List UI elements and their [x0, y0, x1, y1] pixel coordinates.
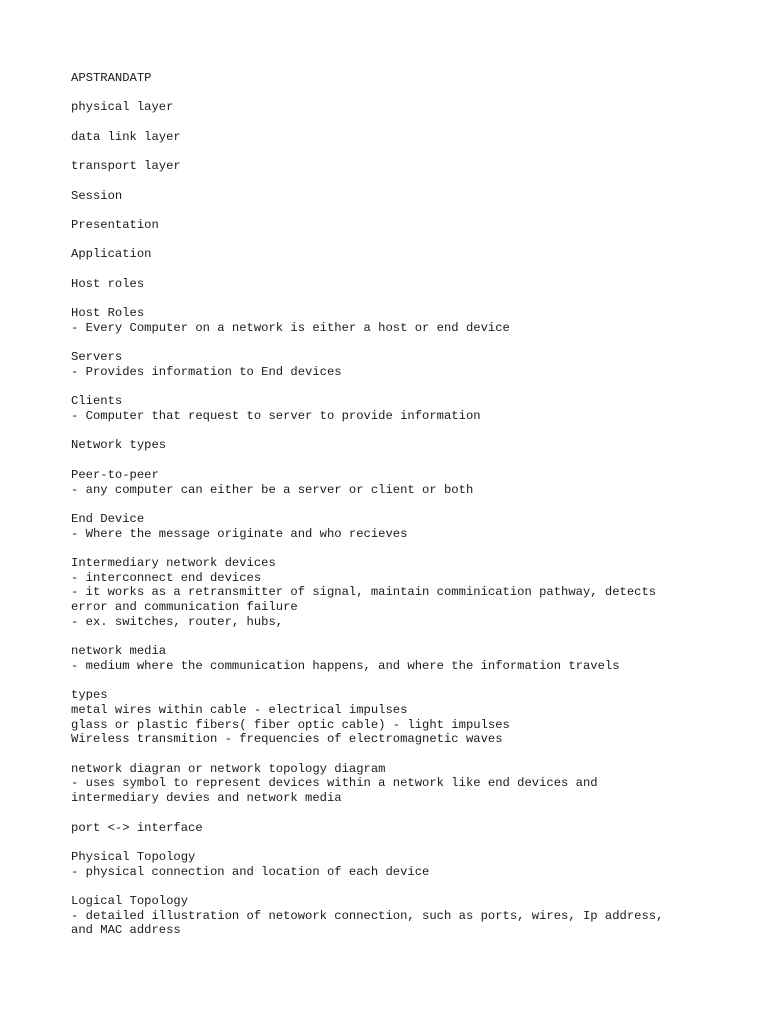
text-block-topology-diagram	[71, 762, 711, 806]
text-line: transport layer	[71, 159, 181, 174]
text-line: types	[71, 688, 108, 703]
text-block-clients	[71, 394, 711, 423]
text-block-data-link-layer	[71, 130, 711, 145]
text-line: - detailed illustration of netowork connection, such as ports, wires, Ip address,	[71, 908, 664, 923]
text-block-peer-to-peer	[71, 468, 711, 497]
text-line: - Computer that request to server to provide information	[71, 409, 481, 424]
text-block-physical-layer	[71, 100, 711, 115]
text-block-session	[71, 189, 711, 204]
text-line: Application	[71, 247, 152, 262]
text-line: Physical Topology	[71, 849, 196, 864]
text-block-network-media	[71, 644, 711, 673]
text-block-intermediary-devices	[71, 556, 711, 630]
text-block-host-roles-definition	[71, 306, 711, 335]
doc-title: APSTRANDATP	[71, 71, 152, 85]
text-block-network-types	[71, 438, 711, 453]
text-block-presentation	[71, 218, 711, 233]
text-line: network diagran or network topology diagram	[71, 761, 386, 776]
text-line: intermediary devies and network media	[71, 791, 342, 806]
text-line: Network types	[71, 438, 167, 453]
text-line: network media	[71, 644, 167, 659]
text-block-end-device	[71, 512, 711, 541]
text-line: Peer-to-peer	[71, 467, 159, 482]
text-line: - Provides information to End devices	[71, 364, 342, 379]
text-line: metal wires within cable - electrical impulses	[71, 702, 408, 717]
text-block-port-interface	[71, 821, 711, 836]
text-line: - Where the message originate and who recieves	[71, 526, 408, 541]
text-block-transport-layer	[71, 159, 711, 174]
text-line: data link layer	[71, 129, 181, 144]
text-line: Wireless transmition - frequencies of electromagnetic waves	[71, 732, 503, 747]
text-block-servers	[71, 350, 711, 379]
text-line: Servers	[71, 350, 123, 365]
text-line: - any computer can either be a server or client or both	[71, 482, 474, 497]
text-line: Host roles	[71, 276, 145, 291]
text-block-logical-topology	[71, 894, 711, 938]
text-line: - uses symbol to represent devices within a network like end devices and	[71, 776, 598, 791]
text-line: - medium where the communication happens, and where the information travels	[71, 658, 620, 673]
text-line: - physical connection and location of each device	[71, 864, 430, 879]
text-line: port <-> interface	[71, 820, 203, 835]
text-line: - interconnect end devices	[71, 570, 262, 585]
text-line: Intermediary network devices	[71, 555, 276, 570]
text-block-application	[71, 247, 711, 262]
text-line: Host Roles	[71, 306, 145, 321]
text-line: - ex. switches, router, hubs,	[71, 614, 284, 629]
text-line: Session	[71, 188, 123, 203]
text-line: Logical Topology	[71, 894, 189, 909]
text-block-host-roles	[71, 277, 711, 292]
document-page	[71, 71, 711, 953]
text-line: error and communication failure	[71, 600, 298, 615]
text-block-physical-topology	[71, 850, 711, 879]
text-line: - Every Computer on a network is either a host or end device	[71, 320, 510, 335]
text-line: - it works as a retransmitter of signal, maintain comminication pathway, detects	[71, 585, 657, 600]
text-line: End Device	[71, 511, 145, 526]
text-block-media-types	[71, 688, 711, 747]
text-line: physical layer	[71, 100, 174, 115]
text-line: Clients	[71, 394, 123, 409]
text-line: and MAC address	[71, 923, 181, 938]
text-line: glass or plastic fibers( fiber optic cable) - light impulses	[71, 717, 510, 732]
text-line: Presentation	[71, 217, 159, 232]
doc-title-block	[71, 71, 711, 86]
